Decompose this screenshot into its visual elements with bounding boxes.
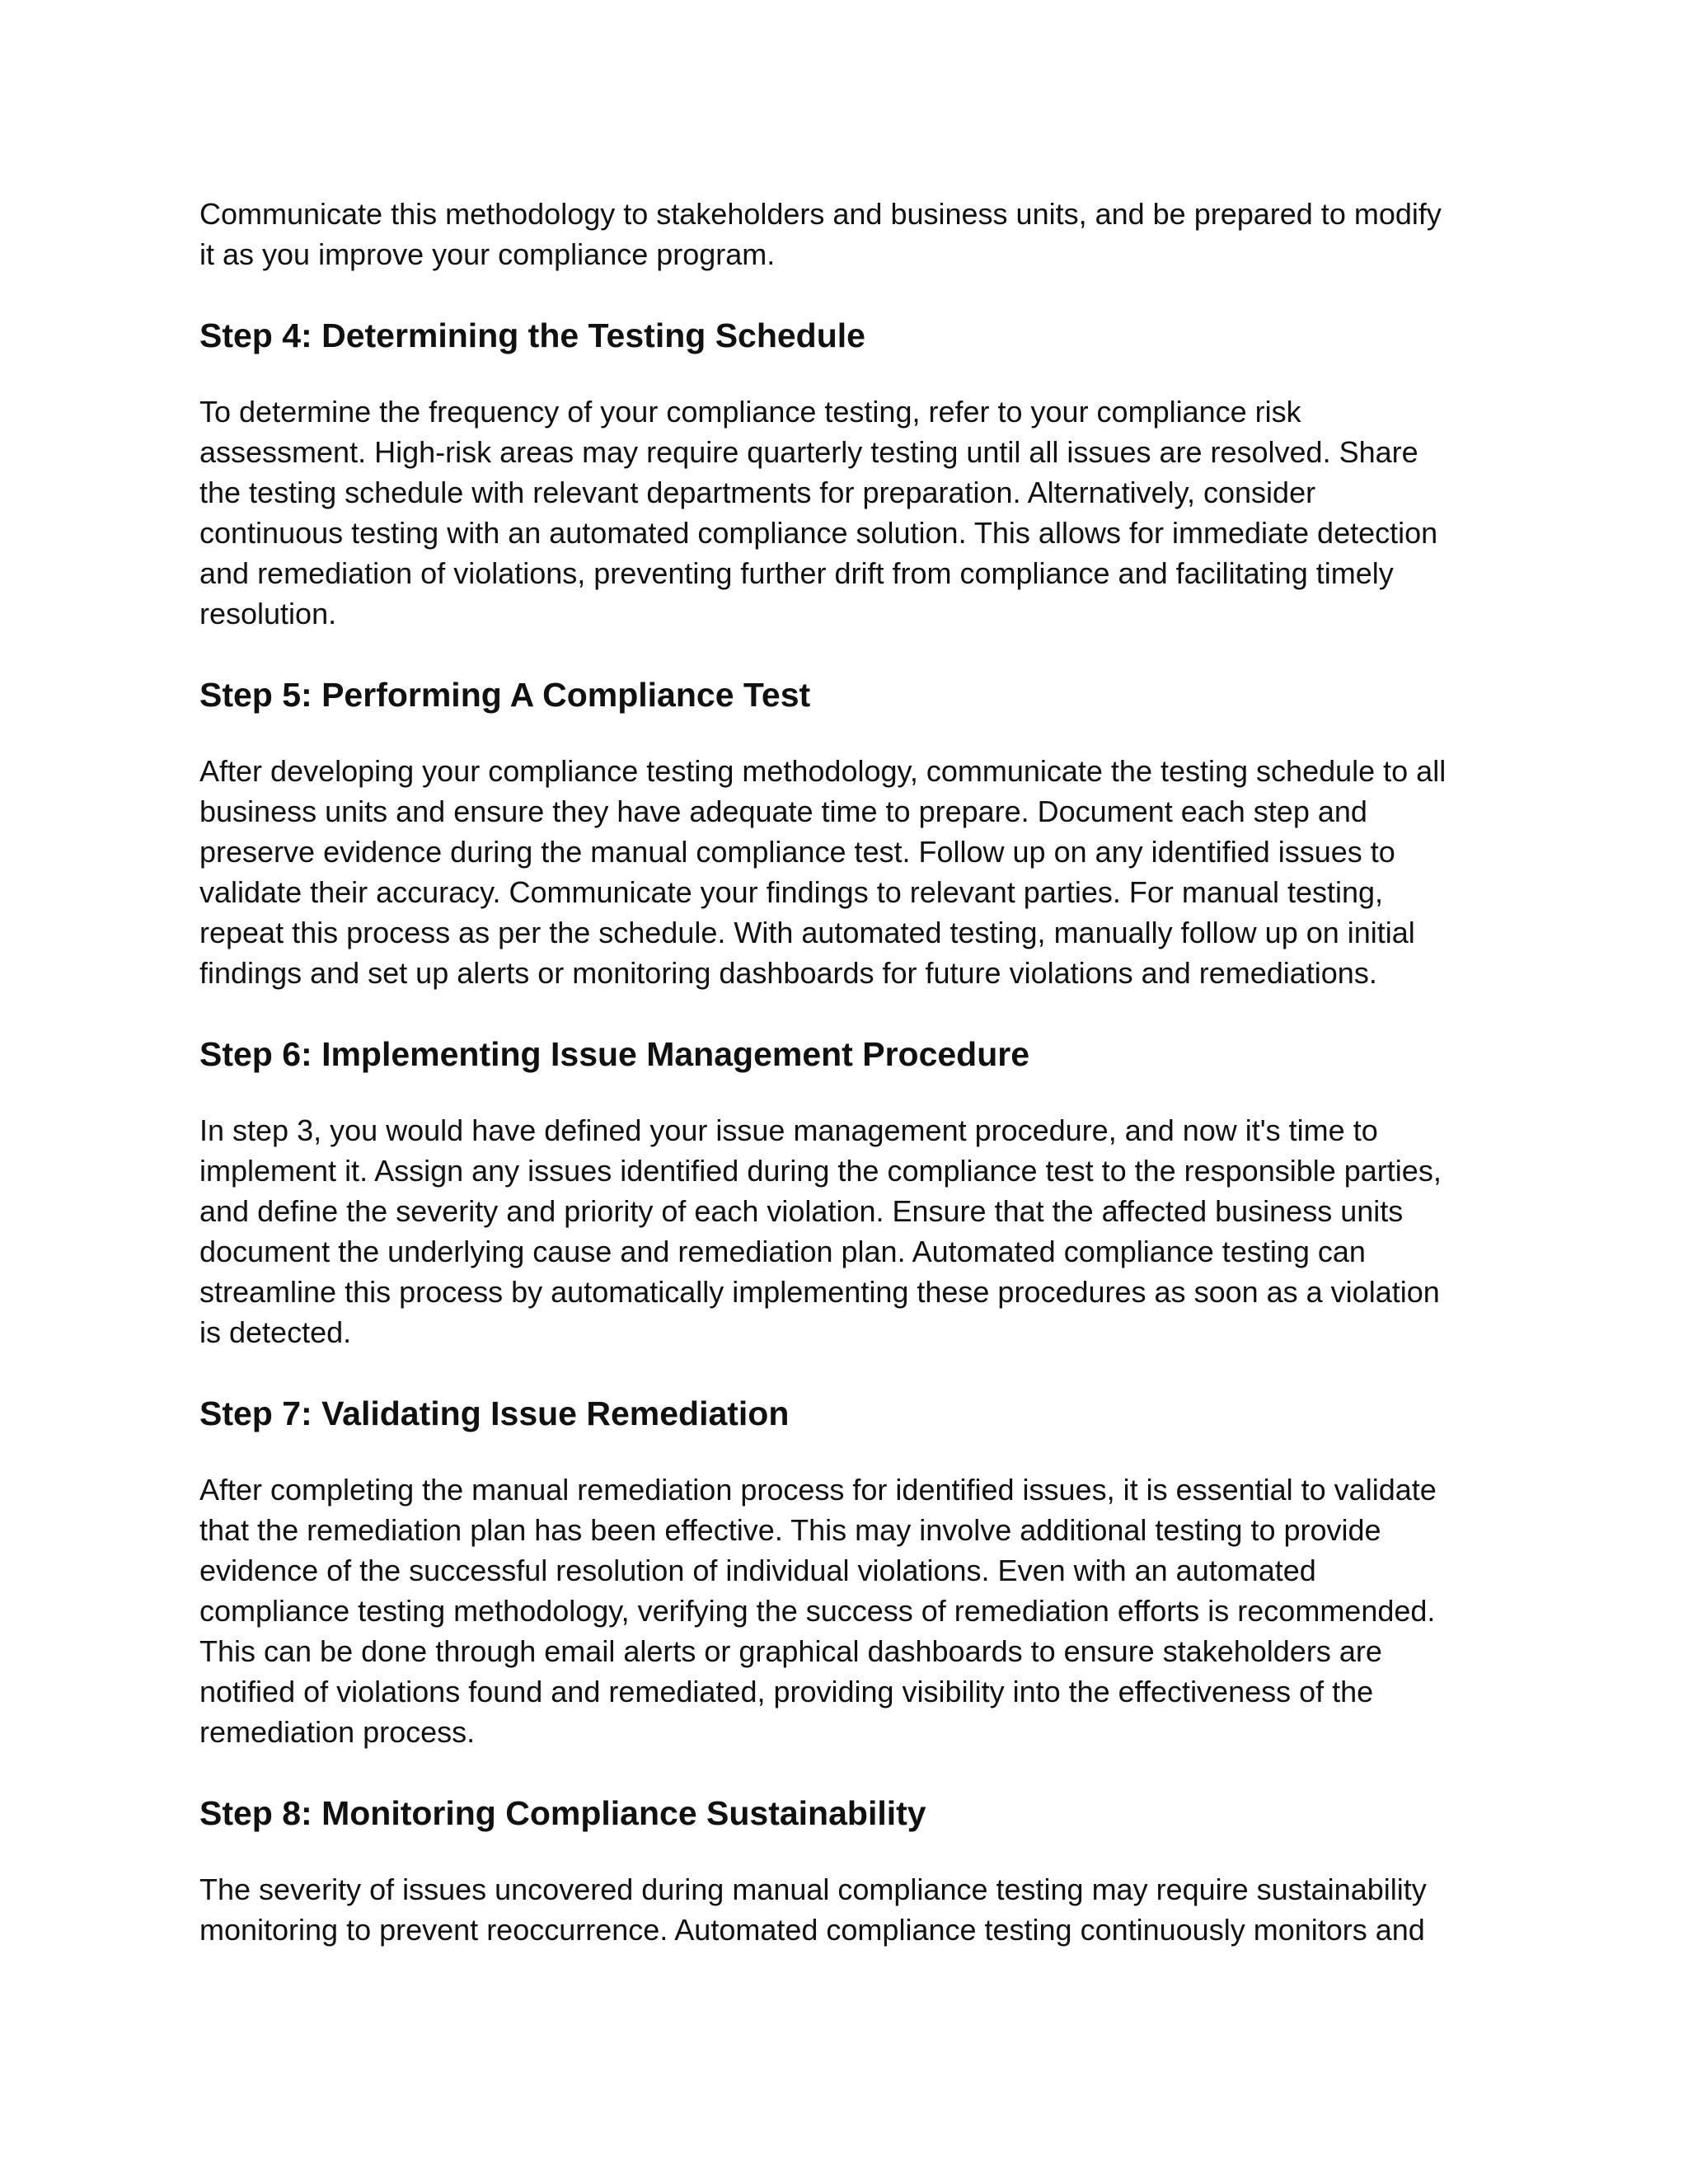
section-paragraph-step-6: In step 3, you would have defined your issue management procedure, and now it's time to implement it. Assign any issues identified during the compliance test to the responsible parties, and define the severity and priority of each violation. Ensure that the affected business units document the underlying cause and remediation plan. Automated compliance testing can streamline this process by automatically implementing these procedures as soon as a violation is detected. [199,1113,1442,1349]
intro-paragraph: Communicate this methodology to stakeholders and business units, and be prepared to modify it as you improve your compliance program. [199,197,1442,271]
section-paragraph-step-4: To determine the frequency of your compliance testing, refer to your compliance risk assessment. High-risk areas may require quarterly testing until all issues are resolved. Share the testing schedule with relevant departments for preparation. Alternatively, consider continuous testing with an automated compliance solution. This allows for immediate detection and remediation of violations, preventing further drift from compliance and facilitating timely resolution. [199,395,1438,630]
section-paragraph-step-5: After developing your compliance testing methodology, communicate the testing schedule to all business units and ensure they have adequate time to prepare. Document each step and preserve evidence during the manual compliance test. Follow up on any identified issues to validate their accuracy. Communicate your findings to relevant parties. For manual testing, repeat this process as per the schedule. With automated testing, manually follow up on initial findings and set up alerts or monitoring dashboards for future violations and remediations. [199,754,1447,990]
section-heading-step-7: Step 7: Validating Issue Remediation [199,1394,790,1432]
document-page [199,194,1493,1950]
section-paragraph-step-8: The severity of issues uncovered during manual compliance testing may require sustainability monitoring to prevent reoccurrence. Automated compliance testing continuously monitors and [199,1872,1427,1947]
section-heading-step-8: Step 8: Monitoring Compliance Sustainability [199,1794,926,1832]
section-heading-step-6: Step 6: Implementing Issue Management Procedure [199,1035,1030,1073]
section-paragraph-step-7: After completing the manual remediation process for identified issues, it is essential to validate that the remediation plan has been effective. This may involve additional testing to provide evidence of the successful resolution of individual violations. Even with an automated compliance testing methodology, verifying the success of remediation efforts is recommended. This can be done through email alerts or graphical dashboards to ensure stakeholders are notified of violations found and remediated, providing visibility into the effectiveness of the remediation process. [199,1473,1437,1749]
section-heading-step-5: Step 5: Performing A Compliance Test [199,676,811,714]
section-heading-step-4: Step 4: Determining the Testing Schedule [199,316,865,354]
